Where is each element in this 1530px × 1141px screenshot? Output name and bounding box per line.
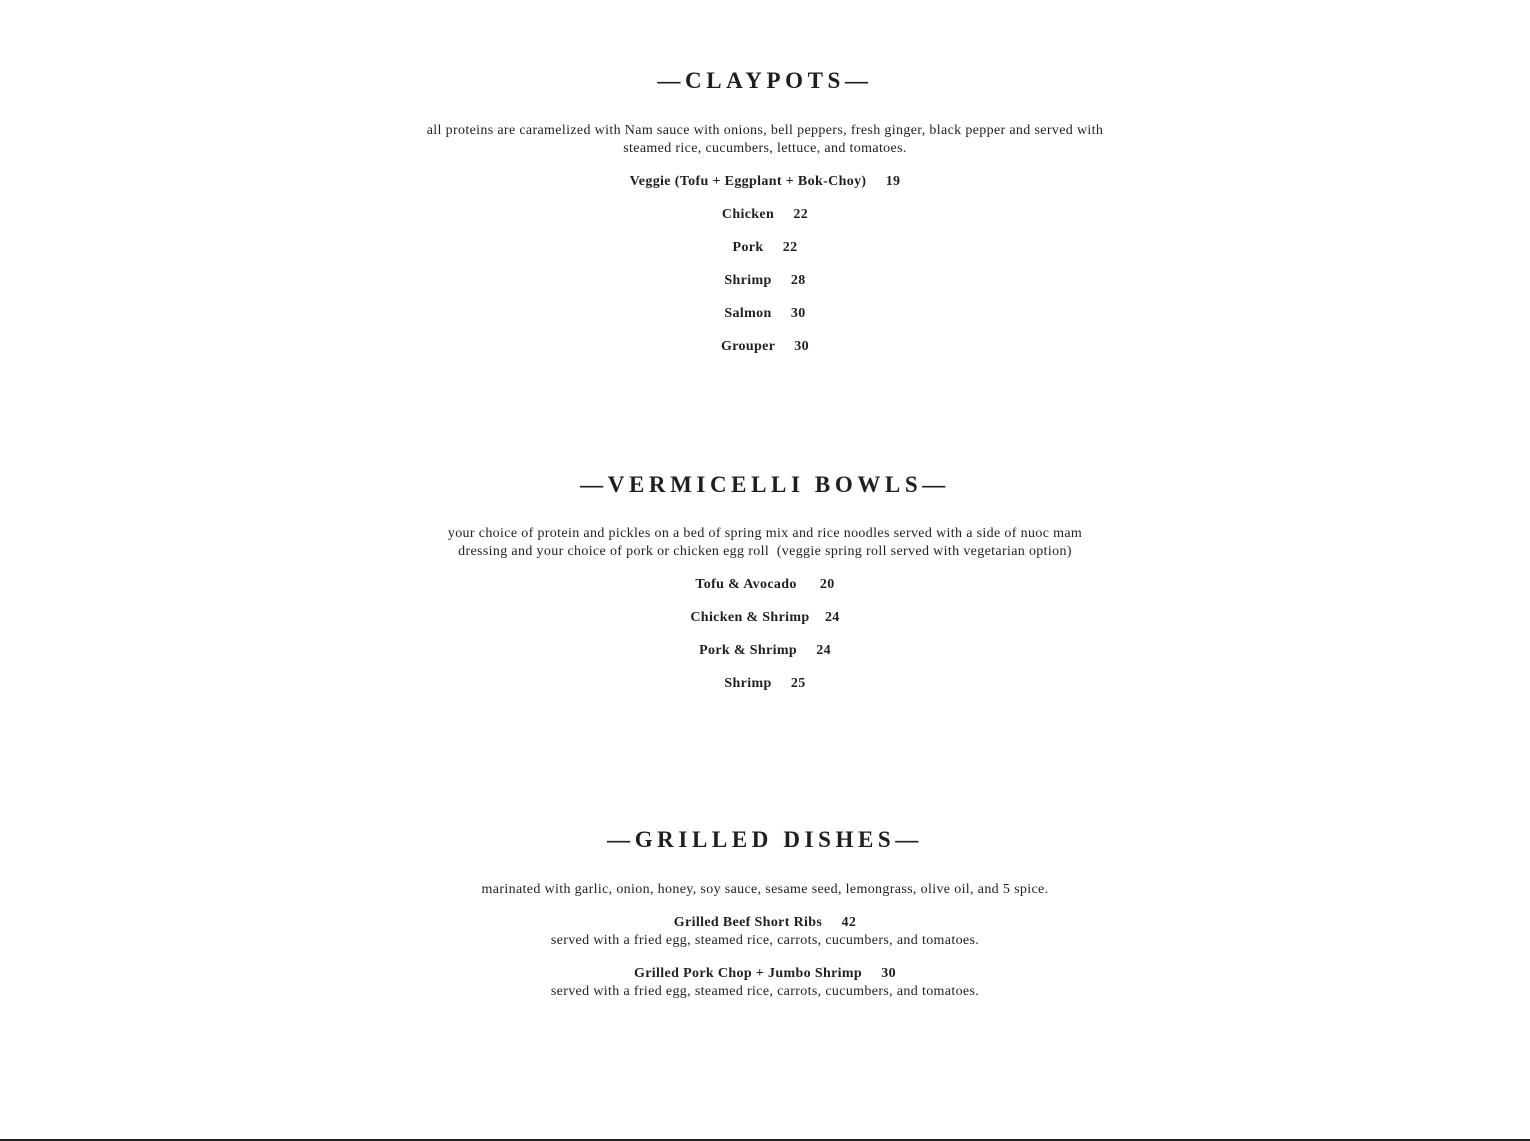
item-name: Tofu & Avocado: [695, 577, 797, 592]
item-price: 30: [790, 306, 806, 321]
menu-item: [0, 642, 1530, 660]
item-price: 30: [881, 966, 896, 981]
item-name: Pork & Shrimp: [699, 643, 797, 658]
claypots-description: all proteins are caramelized with Nam sauce with onions, bell peppers, fresh ginger, black pepper and served with steamed rice, cucumbers, lettuce, and tomatoes.: [426, 123, 1104, 156]
item-name: Veggie (Tofu + Eggplant + Bok-Choy): [629, 174, 867, 189]
vermicelli-title: —VERMICELLI BOWLS—: [580, 472, 950, 497]
item-price: 20: [819, 577, 835, 592]
item-price: 30: [794, 339, 809, 354]
claypots-title: —CLAYPOTS—: [657, 68, 873, 93]
grilled-title: —GRILLED DISHES—: [607, 827, 923, 852]
menu-item: [0, 173, 1530, 191]
item-name: Shrimp: [724, 273, 772, 288]
item-name: Chicken & Shrimp: [690, 610, 810, 625]
menu-item: [0, 675, 1530, 693]
grilled-description: marinated with garlic, onion, honey, soy sauce, sesame seed, lemongrass, olive oil, and 5 spice.: [481, 882, 1049, 897]
claypots-section: [0, 67, 1530, 356]
vermicelli-description-line-1: your choice of protein and pickles on a bed of spring mix and rice noodles served with a side of nuoc mam: [447, 526, 1083, 541]
item-name: Pork: [732, 240, 764, 255]
menu-item: [0, 305, 1530, 323]
item-price: 28: [790, 273, 806, 288]
menu-item: [0, 609, 1530, 627]
item-note: served with a fried egg, steamed rice, carrots, cucumbers, and tomatoes.: [550, 984, 980, 999]
vermicelli-section: [0, 471, 1530, 693]
menu-item: [0, 576, 1530, 594]
item-price: 25: [790, 676, 806, 691]
menu-item: [0, 338, 1530, 356]
item-name: Grouper: [720, 339, 776, 354]
grilled-item-list: [0, 914, 1530, 1001]
menu-item: [0, 206, 1530, 224]
item-price: 24: [816, 643, 831, 658]
item-price: 42: [841, 915, 857, 930]
menu-item: [0, 914, 1530, 932]
menu-item: [0, 272, 1530, 290]
item-price: 19: [885, 174, 901, 189]
claypots-item-list: [0, 173, 1530, 356]
item-name: Grilled Pork Chop + Jumbo Shrimp: [634, 966, 863, 981]
grilled-section: [0, 826, 1530, 1001]
item-price: 22: [793, 207, 809, 222]
item-name: Grilled Beef Short Ribs: [673, 915, 823, 930]
item-price: 22: [782, 240, 798, 255]
item-name: Chicken: [721, 207, 775, 222]
menu-item: [0, 239, 1530, 257]
item-note: served with a fried egg, steamed rice, carrots, cucumbers, and tomatoes.: [550, 933, 980, 948]
menu-item: [0, 965, 1530, 983]
item-name: Shrimp: [724, 676, 772, 691]
vermicelli-description-line-2: dressing and your choice of pork or chicken egg roll (veggie spring roll served with vegetarian option): [458, 544, 1072, 559]
item-price: 24: [824, 610, 840, 625]
item-name: Salmon: [724, 306, 772, 321]
vermicelli-item-list: [0, 576, 1530, 693]
